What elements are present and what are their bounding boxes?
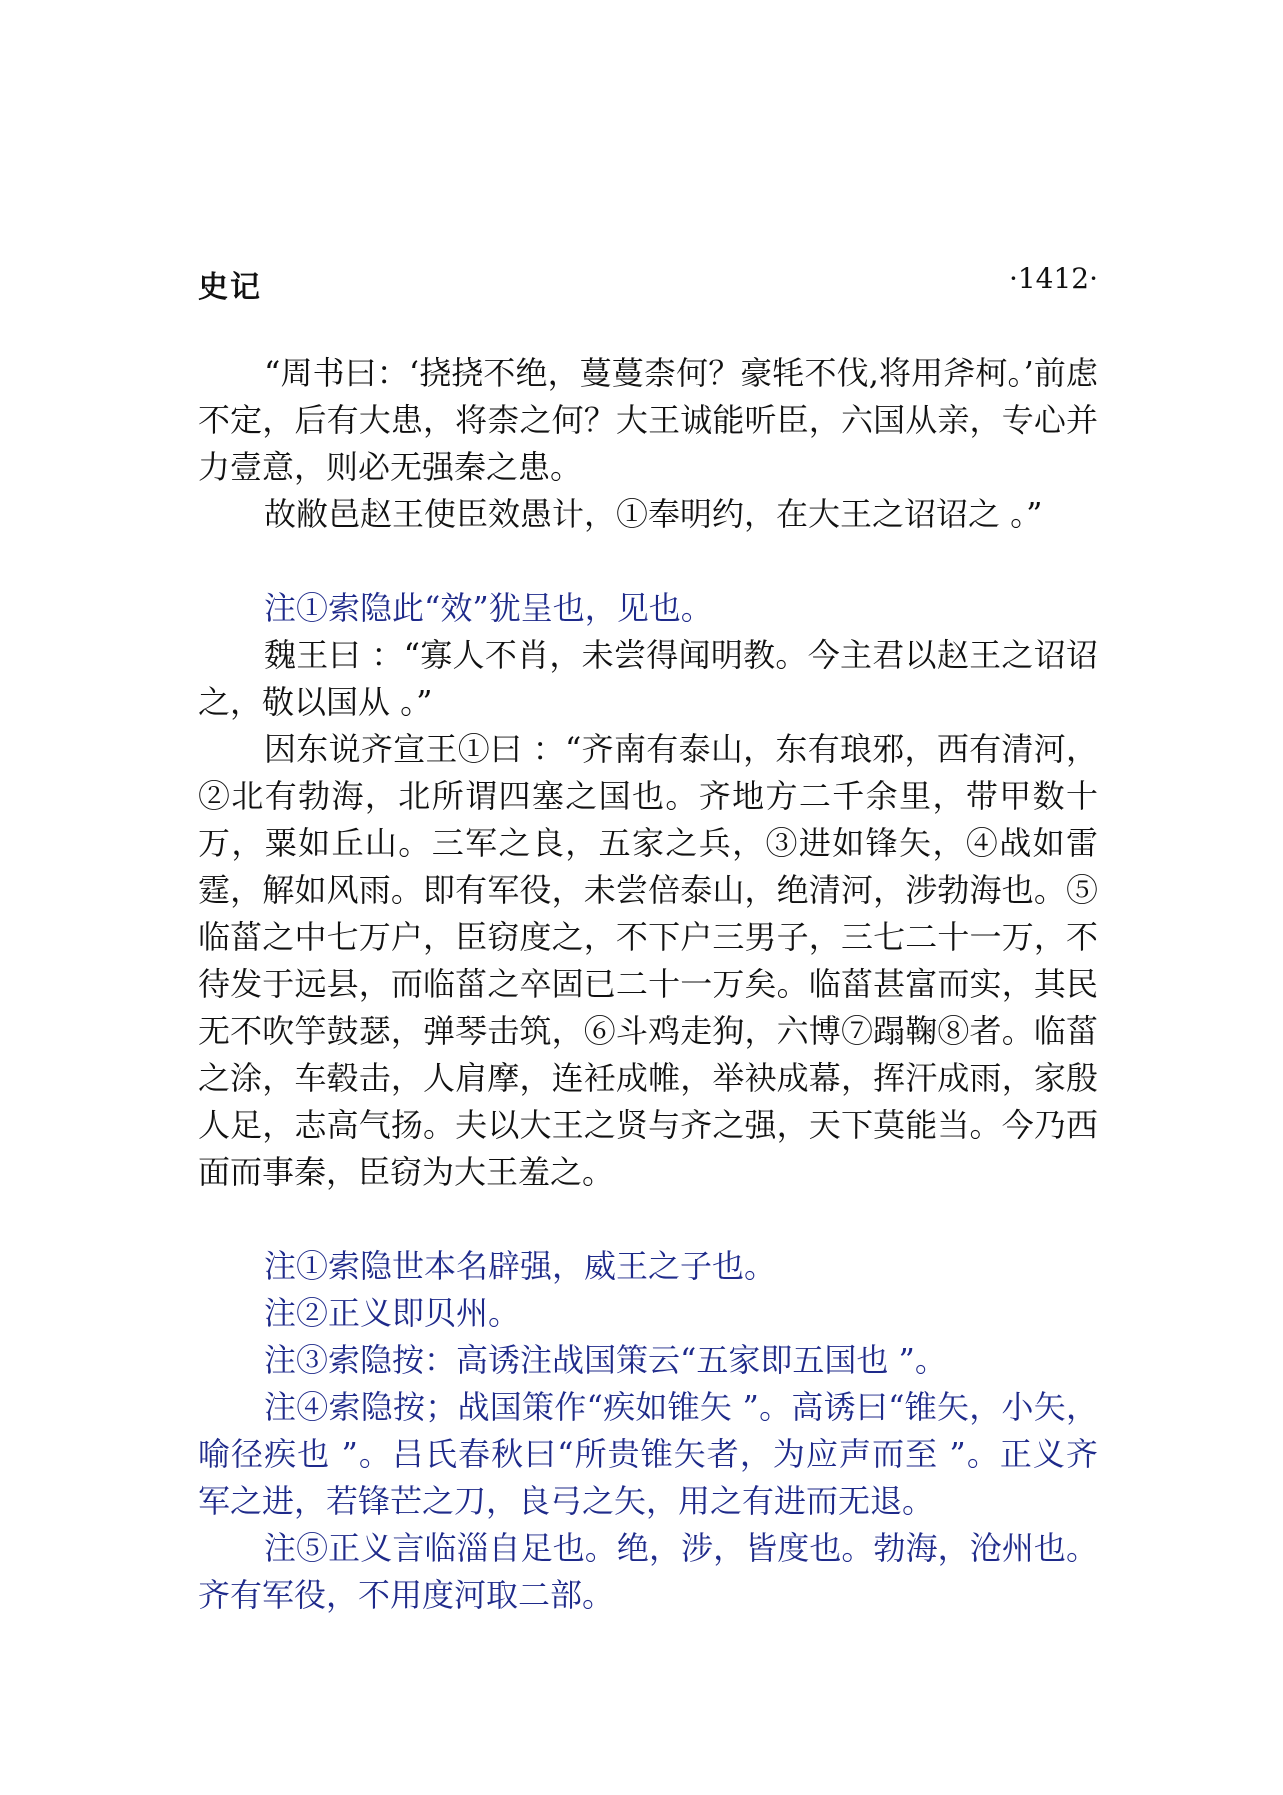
annotation-note: 注②正义即贝州。 xyxy=(264,1294,521,1332)
body-paragraph: 魏王曰 ：“寡人不肖，未尝得闻明教。今主君以赵王之诏诏之，敬以国从 。” xyxy=(198,636,1098,721)
annotation-note: 注①索隐世本名辟强，威王之子也。 xyxy=(264,1247,777,1285)
page-body xyxy=(198,350,1098,1619)
body-paragraph: 故敝邑赵王使臣效愚计，①奉明约，在大王之诏诏之 。” xyxy=(264,495,1043,533)
annotation-note: 注⑤正义言临淄自足也。绝，涉，皆度也。勃海，沧州也。齐有军役，不用度河取二部。 xyxy=(198,1529,1098,1614)
page-number: ·1412· xyxy=(1008,262,1098,295)
annotation-note: 注③索隐按：高诱注战国策云“五家即五国也 ”。 xyxy=(264,1341,947,1379)
annotation-note: 注④索隐按；战国策作“疾如锥矢 ”。高诱曰“锥矢，小矢，喻径疾也 ”。吕氏春秋曰“所贵锥矢者，为应声而至 ”。正义齐军之进，若锋芒之刀，良弓之矢，用之有进而无退。 xyxy=(198,1388,1098,1520)
body-paragraph: 因东说齐宣王①曰 ：“齐南有泰山，东有琅邪，西有清河，②北有勃海，北所谓四塞之国也。齐地方二千余里，带甲数十万，粟如丘山。三军之良，五家之兵，③进如锋矢，④战如雷霆，解如风雨。即有军役，未尝倍泰山，绝清河，涉勃海也。⑤临菑之中七万户，臣窃度之，不下户三男子，三七二十一万，不待发于远县，而临菑之卒固已二十一万矣。临菑甚富而实，其民无不吹竽鼓瑟，弹琴击筑，⑥斗鸡走狗，六博⑦蹋鞠⑧者。临菑之涂，车毂击，人肩摩，连衽成帷，举袂成幕，挥汗成雨，家殷人足，志高气扬。夫以大王之贤与齐之强，天下莫能当。今乃西面而事秦，臣窃为大王羞之。 xyxy=(198,730,1098,1191)
paragraph-gap xyxy=(198,1196,1098,1243)
paragraph-gap xyxy=(198,538,1098,585)
annotation-note: 注①索隐此“效”犹呈也，见也。 xyxy=(264,589,713,627)
page-header xyxy=(198,262,1098,306)
book-title: 史记 xyxy=(198,270,262,305)
body-paragraph: “周书曰：‘挠挠不绝，蔓蔓柰何？豪牦不伐,将用斧柯。’前虑不定，后有大患，将柰之何？大王诚能听臣，六国从亲，专心并力壹意，则必无强秦之患。 xyxy=(198,354,1098,486)
